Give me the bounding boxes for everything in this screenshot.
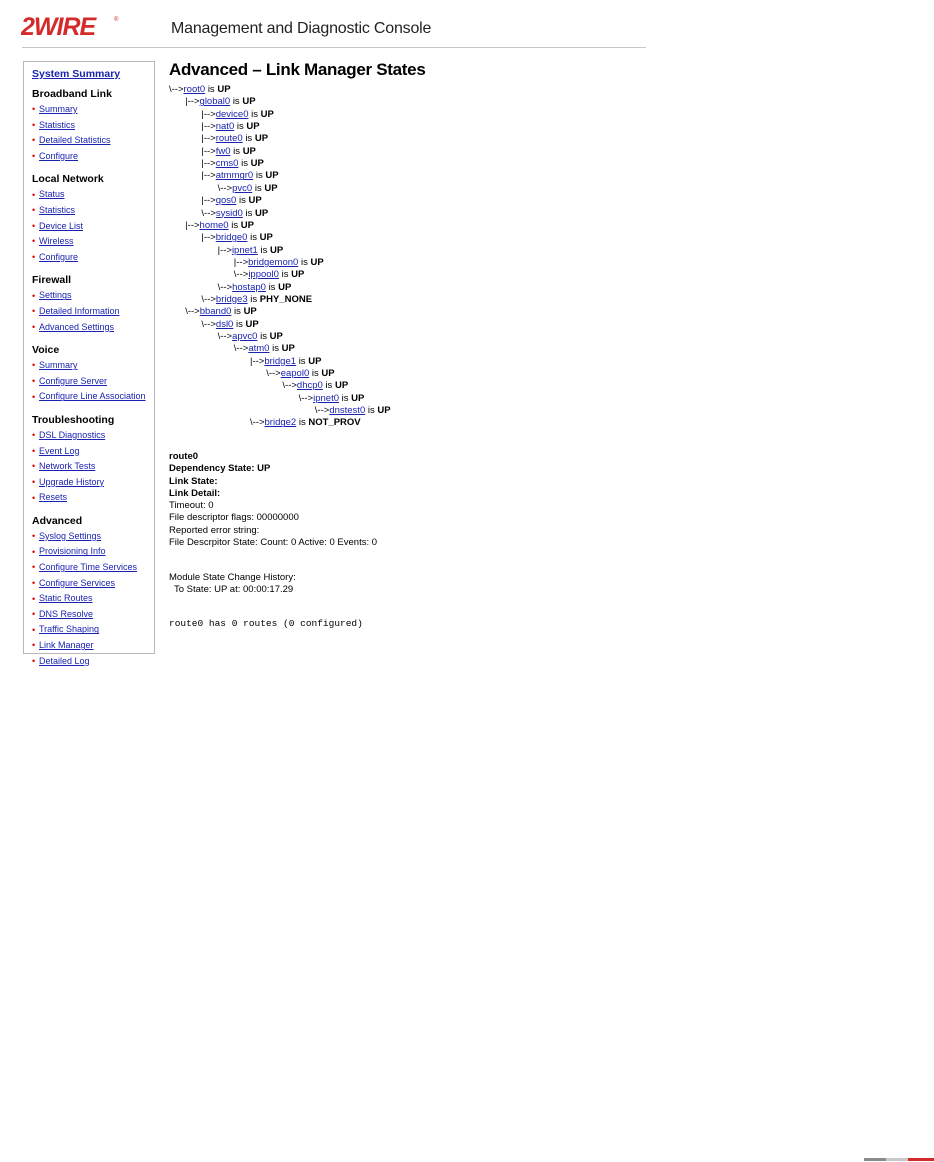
tree-node-state: UP: [242, 145, 256, 157]
tree-node-link[interactable]: apvc0: [232, 331, 258, 342]
tree-node-link[interactable]: fw0: [215, 145, 231, 157]
tree-connector: \-->: [233, 269, 249, 281]
sidebar-section: [32, 88, 154, 164]
tree-connector: |-->: [201, 145, 216, 157]
sidebar-heading: Firewall: [32, 274, 72, 287]
tree-connector: \-->: [201, 293, 216, 305]
page-title: Advanced – Link Manager States: [169, 60, 426, 79]
tree-connector: |-->: [185, 96, 200, 108]
bullet-icon: •: [32, 376, 36, 387]
tree-node: [234, 257, 324, 269]
bottom-bar-grey: [864, 1158, 886, 1161]
bullet-icon: •: [32, 391, 36, 402]
tree-connector: |-->: [201, 133, 216, 145]
dependency-state-value: UP: [257, 463, 271, 475]
tree-is-word: is: [300, 256, 308, 268]
tree-node: [266, 368, 334, 380]
sidebar-link[interactable]: Network Tests: [39, 461, 96, 472]
tree-connector: \-->: [217, 182, 233, 194]
sidebar-link[interactable]: Summary: [39, 360, 78, 371]
tree-connector: |-->: [201, 158, 216, 170]
detail-module-name: route0: [169, 451, 199, 462]
tree-connector: \-->: [282, 380, 297, 392]
sidebar-heading: Advanced: [32, 514, 83, 527]
tree-is-word: is: [231, 219, 239, 231]
sidebar-link[interactable]: Summary: [39, 104, 78, 114]
bullet-icon: •: [32, 624, 36, 635]
bullet-icon: •: [32, 430, 36, 441]
sidebar-item: [32, 607, 154, 623]
sidebar-item: [32, 654, 154, 670]
sidebar-link[interactable]: Event Log: [39, 445, 80, 456]
tree-node-state: UP: [243, 306, 257, 318]
tree-is-word: is: [311, 368, 319, 380]
tree-is-word: is: [245, 207, 253, 219]
sidebar-link[interactable]: Configure: [39, 251, 79, 262]
sidebar-link[interactable]: Configure: [39, 150, 79, 161]
bullet-icon: •: [32, 640, 36, 651]
tree-node: [201, 133, 268, 145]
bullet-icon: •: [32, 445, 36, 456]
tree-node-link[interactable]: ipnet1: [231, 244, 258, 256]
sidebar-item: [32, 133, 154, 149]
sidebar-item: [32, 234, 154, 250]
tree-is-word: is: [341, 392, 349, 404]
bullet-icon: •: [32, 119, 36, 130]
link-state-label: Link State:: [169, 475, 218, 487]
tree-node-state: UP: [351, 392, 365, 404]
tree-node-link[interactable]: atm0: [248, 343, 270, 355]
sidebar-item: [32, 288, 154, 304]
tree-node-state: UP: [246, 121, 260, 133]
tree-node-link[interactable]: sysid0: [215, 207, 243, 219]
tree-node-state: PHY_NONE: [259, 293, 313, 305]
tree-node-state: UP: [250, 158, 264, 170]
tree-is-word: is: [254, 182, 262, 194]
sidebar-item: [32, 560, 154, 576]
sidebar-link[interactable]: DNS Resolve: [39, 608, 94, 619]
sidebar-section: [32, 515, 154, 669]
tree-connector: \-->: [298, 392, 314, 404]
tree-connector: |-->: [201, 121, 216, 133]
sidebar-item: [32, 102, 154, 118]
tree-is-word: is: [236, 121, 244, 133]
sidebar-link[interactable]: Advanced Settings: [39, 321, 115, 332]
tree-node-state: UP: [291, 269, 305, 281]
tree-is-word: is: [250, 232, 257, 244]
bullet-icon: •: [32, 236, 36, 247]
tree-is-word: is: [238, 195, 246, 207]
link-detail-label: Link Detail:: [169, 487, 221, 499]
tree-is-word: is: [245, 133, 253, 145]
tree-node-link[interactable]: bridge1: [264, 355, 297, 367]
bullet-icon: •: [32, 252, 36, 263]
tree-is-word: is: [367, 405, 375, 417]
sidebar-sections: [32, 88, 154, 669]
sidebar-item: [32, 459, 154, 475]
tree-node-link[interactable]: nat0: [215, 121, 235, 133]
header-divider: [22, 47, 646, 48]
sidebar-item: [32, 576, 154, 592]
history-entry: To State: UP at: 00:00:17.29: [174, 584, 294, 596]
tree-node-state: UP: [260, 108, 274, 120]
tree-is-word: is: [268, 281, 276, 293]
tree-is-word: is: [251, 108, 258, 120]
sidebar-heading: Broadband Link: [32, 88, 112, 100]
tree-node: [234, 343, 295, 355]
sidebar-item: [32, 203, 154, 219]
tree-node-link[interactable]: ippool0: [248, 269, 279, 281]
tree-node: [185, 220, 254, 232]
tree-connector: |-->: [185, 219, 200, 231]
bullet-icon: •: [32, 151, 36, 162]
sidebar-link[interactable]: Wireless: [39, 236, 74, 247]
sidebar-link[interactable]: DSL Diagnostics: [39, 429, 106, 440]
tree-node-link[interactable]: hostap0: [232, 281, 266, 293]
sidebar-link[interactable]: Configure Services: [39, 577, 116, 588]
tree-node-state: UP: [281, 343, 295, 355]
tree-connector: \-->: [250, 417, 265, 429]
tree-node: [282, 380, 348, 392]
module-detail: [169, 451, 377, 549]
tree-node-link[interactable]: global0: [199, 96, 231, 108]
sidebar-item: [32, 250, 154, 266]
bullet-icon: •: [32, 546, 36, 557]
tree-node-state: UP: [245, 318, 259, 330]
dependency-state-label: Dependency State:: [169, 463, 255, 475]
tree-connector: |-->: [217, 244, 232, 256]
sidebar-item: [32, 529, 154, 545]
sidebar-link[interactable]: Configure Line Association: [39, 391, 146, 402]
bullet-icon: •: [32, 220, 36, 231]
bullet-icon: •: [32, 189, 36, 200]
bullet-icon: •: [32, 104, 36, 115]
sidebar-section: [32, 414, 154, 506]
sidebar-item: [32, 622, 154, 638]
bullet-icon: •: [32, 360, 36, 371]
tree-connector: |-->: [201, 232, 216, 244]
state-change-history: [169, 572, 296, 597]
tree-connector: \-->: [217, 281, 233, 293]
sidebar-link[interactable]: Configure Time Services: [39, 562, 138, 573]
sidebar-link[interactable]: Detailed Statistics: [39, 135, 111, 146]
tree-node-link[interactable]: bridgemon0: [248, 256, 299, 268]
bullet-icon: •: [32, 492, 36, 503]
sidebar-item: [32, 320, 154, 336]
system-summary-link[interactable]: System Summary: [32, 68, 121, 80]
tree-connector: \-->: [185, 306, 200, 318]
sidebar-item: [32, 304, 154, 320]
tree-is-word: is: [241, 158, 248, 170]
tree-node-state: NOT_PROV: [308, 417, 361, 429]
tree-node-state: UP: [310, 256, 324, 268]
tree-is-word: is: [234, 306, 241, 318]
tree-connector: \-->: [201, 318, 216, 330]
bullet-icon: •: [32, 609, 36, 620]
tree-connector: |-->: [250, 355, 265, 367]
tree-node-state: UP: [259, 232, 273, 244]
link-state-tree: [169, 84, 639, 436]
sidebar-link[interactable]: Syslog Settings: [39, 530, 102, 541]
bullet-icon: •: [32, 290, 36, 301]
sidebar-item: [32, 219, 154, 235]
tree-node-state: UP: [264, 182, 278, 194]
tree-is-word: is: [232, 96, 240, 108]
sidebar-section: [32, 344, 154, 405]
tree-node: [250, 417, 361, 429]
tree-node-state: UP: [255, 207, 269, 219]
main-content: [169, 60, 639, 436]
tree-node: [201, 294, 312, 306]
sidebar-item: [32, 544, 154, 560]
sidebar-link[interactable]: Configure Server: [39, 375, 108, 386]
svg-text:2WIRE: 2WIRE: [21, 13, 96, 39]
bottom-bar-red: [908, 1158, 934, 1161]
svg-text:®: ®: [114, 17, 119, 23]
tree-node-link[interactable]: atmmgr0: [215, 170, 254, 182]
sidebar-link[interactable]: Link Manager: [39, 640, 94, 651]
sidebar-nav: [23, 61, 155, 666]
tree-node-link[interactable]: pvc0: [232, 182, 253, 194]
tree-node: [315, 405, 391, 417]
fd-state-text: File Descrpitor State: Count: 0 Active: 0 Events: 0: [169, 537, 378, 549]
history-heading: Module State Change History:: [169, 572, 296, 583]
sidebar-item: [32, 591, 154, 607]
tree-node: [201, 232, 272, 244]
tree-node-link[interactable]: dsl0: [215, 318, 234, 330]
sidebar-item: [32, 638, 154, 654]
sidebar-link[interactable]: Static Routes: [39, 593, 93, 604]
bottom-brand-bar: [864, 1158, 934, 1161]
timeout-text: Timeout: 0: [169, 500, 214, 512]
tree-connector: |-->: [201, 170, 216, 182]
tree-node-state: UP: [321, 368, 335, 380]
sidebar-item: [32, 389, 154, 405]
bullet-icon: •: [32, 531, 36, 542]
tree-node: [201, 146, 256, 158]
tree-node-link[interactable]: home0: [199, 219, 229, 231]
tree-node: [234, 269, 305, 281]
sidebar-link[interactable]: Statistics: [39, 204, 76, 215]
sidebar-item: [32, 149, 154, 165]
tree-connector: |-->: [233, 256, 249, 268]
sidebar-link[interactable]: Detailed Log: [39, 655, 90, 666]
sidebar-item: [32, 187, 154, 203]
tree-node: [201, 158, 263, 170]
tree-node: [201, 208, 268, 220]
sidebar-link[interactable]: Provisioning Info: [39, 546, 106, 557]
sidebar-link[interactable]: Settings: [39, 290, 72, 301]
tree-node-state: UP: [254, 133, 269, 145]
tree-node-state: UP: [248, 195, 262, 207]
tree-node-link[interactable]: bridge0: [215, 232, 248, 244]
tree-connector: \-->: [266, 368, 281, 380]
tree-node: [299, 393, 365, 405]
sidebar-item: [32, 374, 154, 390]
tree-node-link[interactable]: eapol0: [280, 368, 310, 380]
tree-node-link[interactable]: cms0: [215, 158, 239, 170]
tree-node-link[interactable]: bridge2: [264, 417, 297, 429]
sidebar-link[interactable]: Device List: [39, 220, 84, 231]
tree-node-state: UP: [377, 405, 391, 417]
routes-summary: route0 has 0 routes (0 configured): [169, 618, 363, 629]
tree-node: [201, 319, 258, 331]
tree-node-state: UP: [278, 281, 292, 293]
tree-is-word: is: [255, 170, 263, 182]
fd-flags-text: File descriptor flags: 00000000: [169, 512, 299, 524]
tree-node: [201, 170, 278, 182]
tree-node-link[interactable]: ipnet0: [313, 392, 339, 404]
tree-is-word: is: [298, 417, 306, 429]
tree-node-state: UP: [308, 355, 322, 367]
tree-node: [169, 84, 231, 96]
tree-node-state: UP: [240, 219, 254, 231]
sidebar-link[interactable]: Detailed Information: [39, 305, 120, 316]
error-string-text: Reported error string:: [169, 524, 260, 536]
sidebar-section: [32, 274, 154, 335]
bullet-icon: •: [32, 306, 36, 317]
bullet-icon: •: [32, 135, 36, 146]
tree-node-link[interactable]: bband0: [199, 306, 232, 318]
bullet-icon: •: [32, 655, 36, 666]
tree-node-link[interactable]: dhcp0: [296, 380, 323, 392]
tree-is-word: is: [260, 331, 267, 342]
tree-connector: \-->: [233, 343, 249, 355]
bullet-icon: •: [32, 476, 36, 487]
tree-is-word: is: [298, 355, 306, 367]
bullet-icon: •: [32, 562, 36, 573]
tree-connector: \-->: [314, 405, 330, 417]
tree-node: [201, 121, 259, 133]
sidebar-heading: Voice: [32, 344, 60, 357]
tree-node-link[interactable]: qos0: [215, 195, 237, 207]
tree-node-link[interactable]: device0: [215, 108, 249, 120]
tree-node-state: UP: [217, 84, 231, 95]
tree-connector: |-->: [201, 108, 216, 120]
header: [0, 0, 650, 48]
tree-node-state: UP: [242, 96, 256, 108]
tree-connector: |-->: [201, 195, 216, 207]
sidebar-item: [32, 118, 154, 134]
tree-is-word: is: [281, 269, 289, 281]
tree-is-word: is: [233, 145, 241, 157]
bullet-icon: •: [32, 321, 36, 332]
bullet-icon: •: [32, 461, 36, 472]
tree-is-word: is: [272, 343, 279, 355]
tree-node-state: UP: [265, 170, 279, 182]
dependency-state-row: [169, 463, 377, 475]
sidebar-item: [32, 490, 154, 506]
sidebar-item: [32, 475, 154, 491]
sidebar-item: [32, 444, 154, 460]
sidebar-item: [32, 358, 154, 374]
tree-connector: \-->: [201, 207, 216, 219]
bullet-icon: •: [32, 577, 36, 588]
tree-is-word: is: [325, 380, 333, 392]
sidebar-link[interactable]: Upgrade History: [39, 476, 105, 487]
tree-is-word: is: [260, 244, 268, 256]
tree-node-state: UP: [334, 380, 349, 392]
sidebar-link[interactable]: Statistics: [39, 119, 76, 130]
sidebar-item: [32, 428, 154, 444]
tree-node-link[interactable]: route0: [215, 133, 243, 145]
tree-is-word: is: [250, 293, 258, 305]
tree-connector: \-->: [169, 84, 184, 95]
tree-connector: \-->: [217, 331, 233, 342]
tree-node: [218, 282, 292, 294]
tree-node: [201, 195, 261, 207]
sidebar-section: [32, 173, 154, 265]
tree-node-link[interactable]: dnstest0: [329, 405, 366, 417]
tree-node-state: UP: [269, 244, 284, 256]
console-title: Management and Diagnostic Console: [171, 20, 432, 37]
sidebar-heading: Local Network: [32, 173, 104, 186]
bottom-bar-light: [886, 1158, 908, 1161]
tree-node-link[interactable]: bridge3: [215, 293, 248, 305]
bullet-icon: •: [32, 205, 36, 216]
tree-node-state: UP: [269, 331, 283, 342]
tree-node: [250, 356, 321, 368]
tree-is-word: is: [235, 318, 243, 330]
sidebar-link[interactable]: Traffic Shaping: [39, 624, 100, 635]
sidebar-heading: Troubleshooting: [32, 413, 115, 426]
sidebar-link[interactable]: Resets: [39, 492, 68, 503]
tree-is-word: is: [207, 84, 215, 95]
tree-node: [218, 183, 278, 195]
tree-node: [185, 96, 255, 108]
tree-node: [218, 331, 283, 343]
tree-node: [201, 109, 273, 121]
tree-node: [218, 245, 284, 257]
tree-node: [185, 306, 257, 318]
sidebar-link[interactable]: Status: [39, 189, 65, 200]
tree-node-link[interactable]: root0: [183, 84, 206, 95]
bullet-icon: •: [32, 593, 36, 604]
2wire-logo: [21, 13, 121, 39]
